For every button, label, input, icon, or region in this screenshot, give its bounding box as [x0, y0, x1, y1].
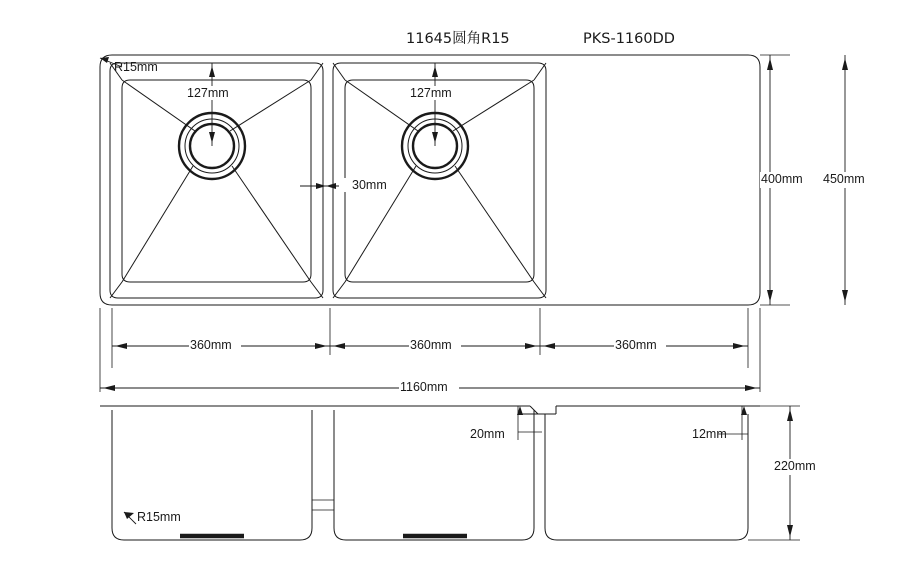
- left-bowl-diag-tl: [122, 80, 195, 131]
- right-bowl-slope-br: [534, 282, 546, 298]
- label-depth-back: 400mm: [761, 172, 803, 186]
- bowl-width-1-arrow-right: [315, 343, 327, 349]
- right-bowl-slope-tl: [333, 63, 345, 80]
- left-bowl-base: [122, 80, 311, 282]
- label-radius-bottom: R15mm: [137, 510, 181, 524]
- left-bowl-slope-tr: [311, 63, 323, 80]
- overall-width-arrow-right: [745, 385, 757, 391]
- label-ledge-left: 20mm: [470, 427, 505, 441]
- left-bowl-diag-tr: [230, 80, 311, 131]
- left-bowl-diag-bl: [122, 166, 193, 282]
- height-arrow-bottom: [787, 525, 793, 537]
- bowl-width-2-arrow-right: [525, 343, 537, 349]
- right-bowl-slope-tr: [534, 63, 546, 80]
- bowl-width-2-arrow-left: [333, 343, 345, 349]
- label-bowl-width-3: 360mm: [615, 338, 657, 352]
- bowl-width-3-arrow-left: [543, 343, 555, 349]
- right-bowl-diag-tr: [453, 80, 534, 131]
- right-drain-dim-arrow-down: [432, 132, 438, 143]
- left-bowl-slope-br: [311, 282, 323, 298]
- radius-bottom-arrowhead: [124, 512, 134, 519]
- left-bowl-diag-br: [232, 166, 311, 282]
- right-bowl-diag-tl: [345, 80, 418, 131]
- title-model-code: PKS-1160DD: [583, 31, 675, 47]
- left-drain-dim-arrow-up: [209, 66, 215, 77]
- label-overall-width: 1160mm: [400, 380, 448, 394]
- overall-width-arrow-left: [103, 385, 115, 391]
- label-ledge-right: 12mm: [692, 427, 727, 441]
- bowl-gap-arrow-right: [326, 183, 336, 189]
- left-drain-dim-arrow-down: [209, 132, 215, 143]
- depth-back-arrow-bottom: [767, 290, 773, 302]
- label-height: 220mm: [774, 459, 816, 473]
- left-bowl-slope-bl: [110, 282, 122, 298]
- label-bowl-width-1: 360mm: [190, 338, 232, 352]
- label-drain-right: 127mm: [410, 86, 452, 100]
- bowl-width-3-arrow-right: [733, 343, 745, 349]
- depth-back-arrow-top: [767, 58, 773, 70]
- bowl-gap-arrow-left: [316, 183, 326, 189]
- label-radius-top: R15mm: [114, 60, 158, 74]
- height-arrow-top: [787, 409, 793, 421]
- label-gap-between-bowls: 30mm: [352, 178, 387, 192]
- label-bowl-width-2: 360mm: [410, 338, 452, 352]
- right-bowl-slope-bl: [333, 282, 345, 298]
- label-drain-left: 127mm: [187, 86, 229, 100]
- label-depth-front: 450mm: [823, 172, 865, 186]
- right-drain-dim-arrow-up: [432, 66, 438, 77]
- right-bowl-diag-br: [455, 166, 534, 282]
- title-model-cn: 11645圆角R15: [406, 31, 510, 47]
- bowl-width-1-arrow-left: [115, 343, 127, 349]
- depth-front-arrow-bottom: [842, 290, 848, 302]
- depth-front-arrow-top: [842, 58, 848, 70]
